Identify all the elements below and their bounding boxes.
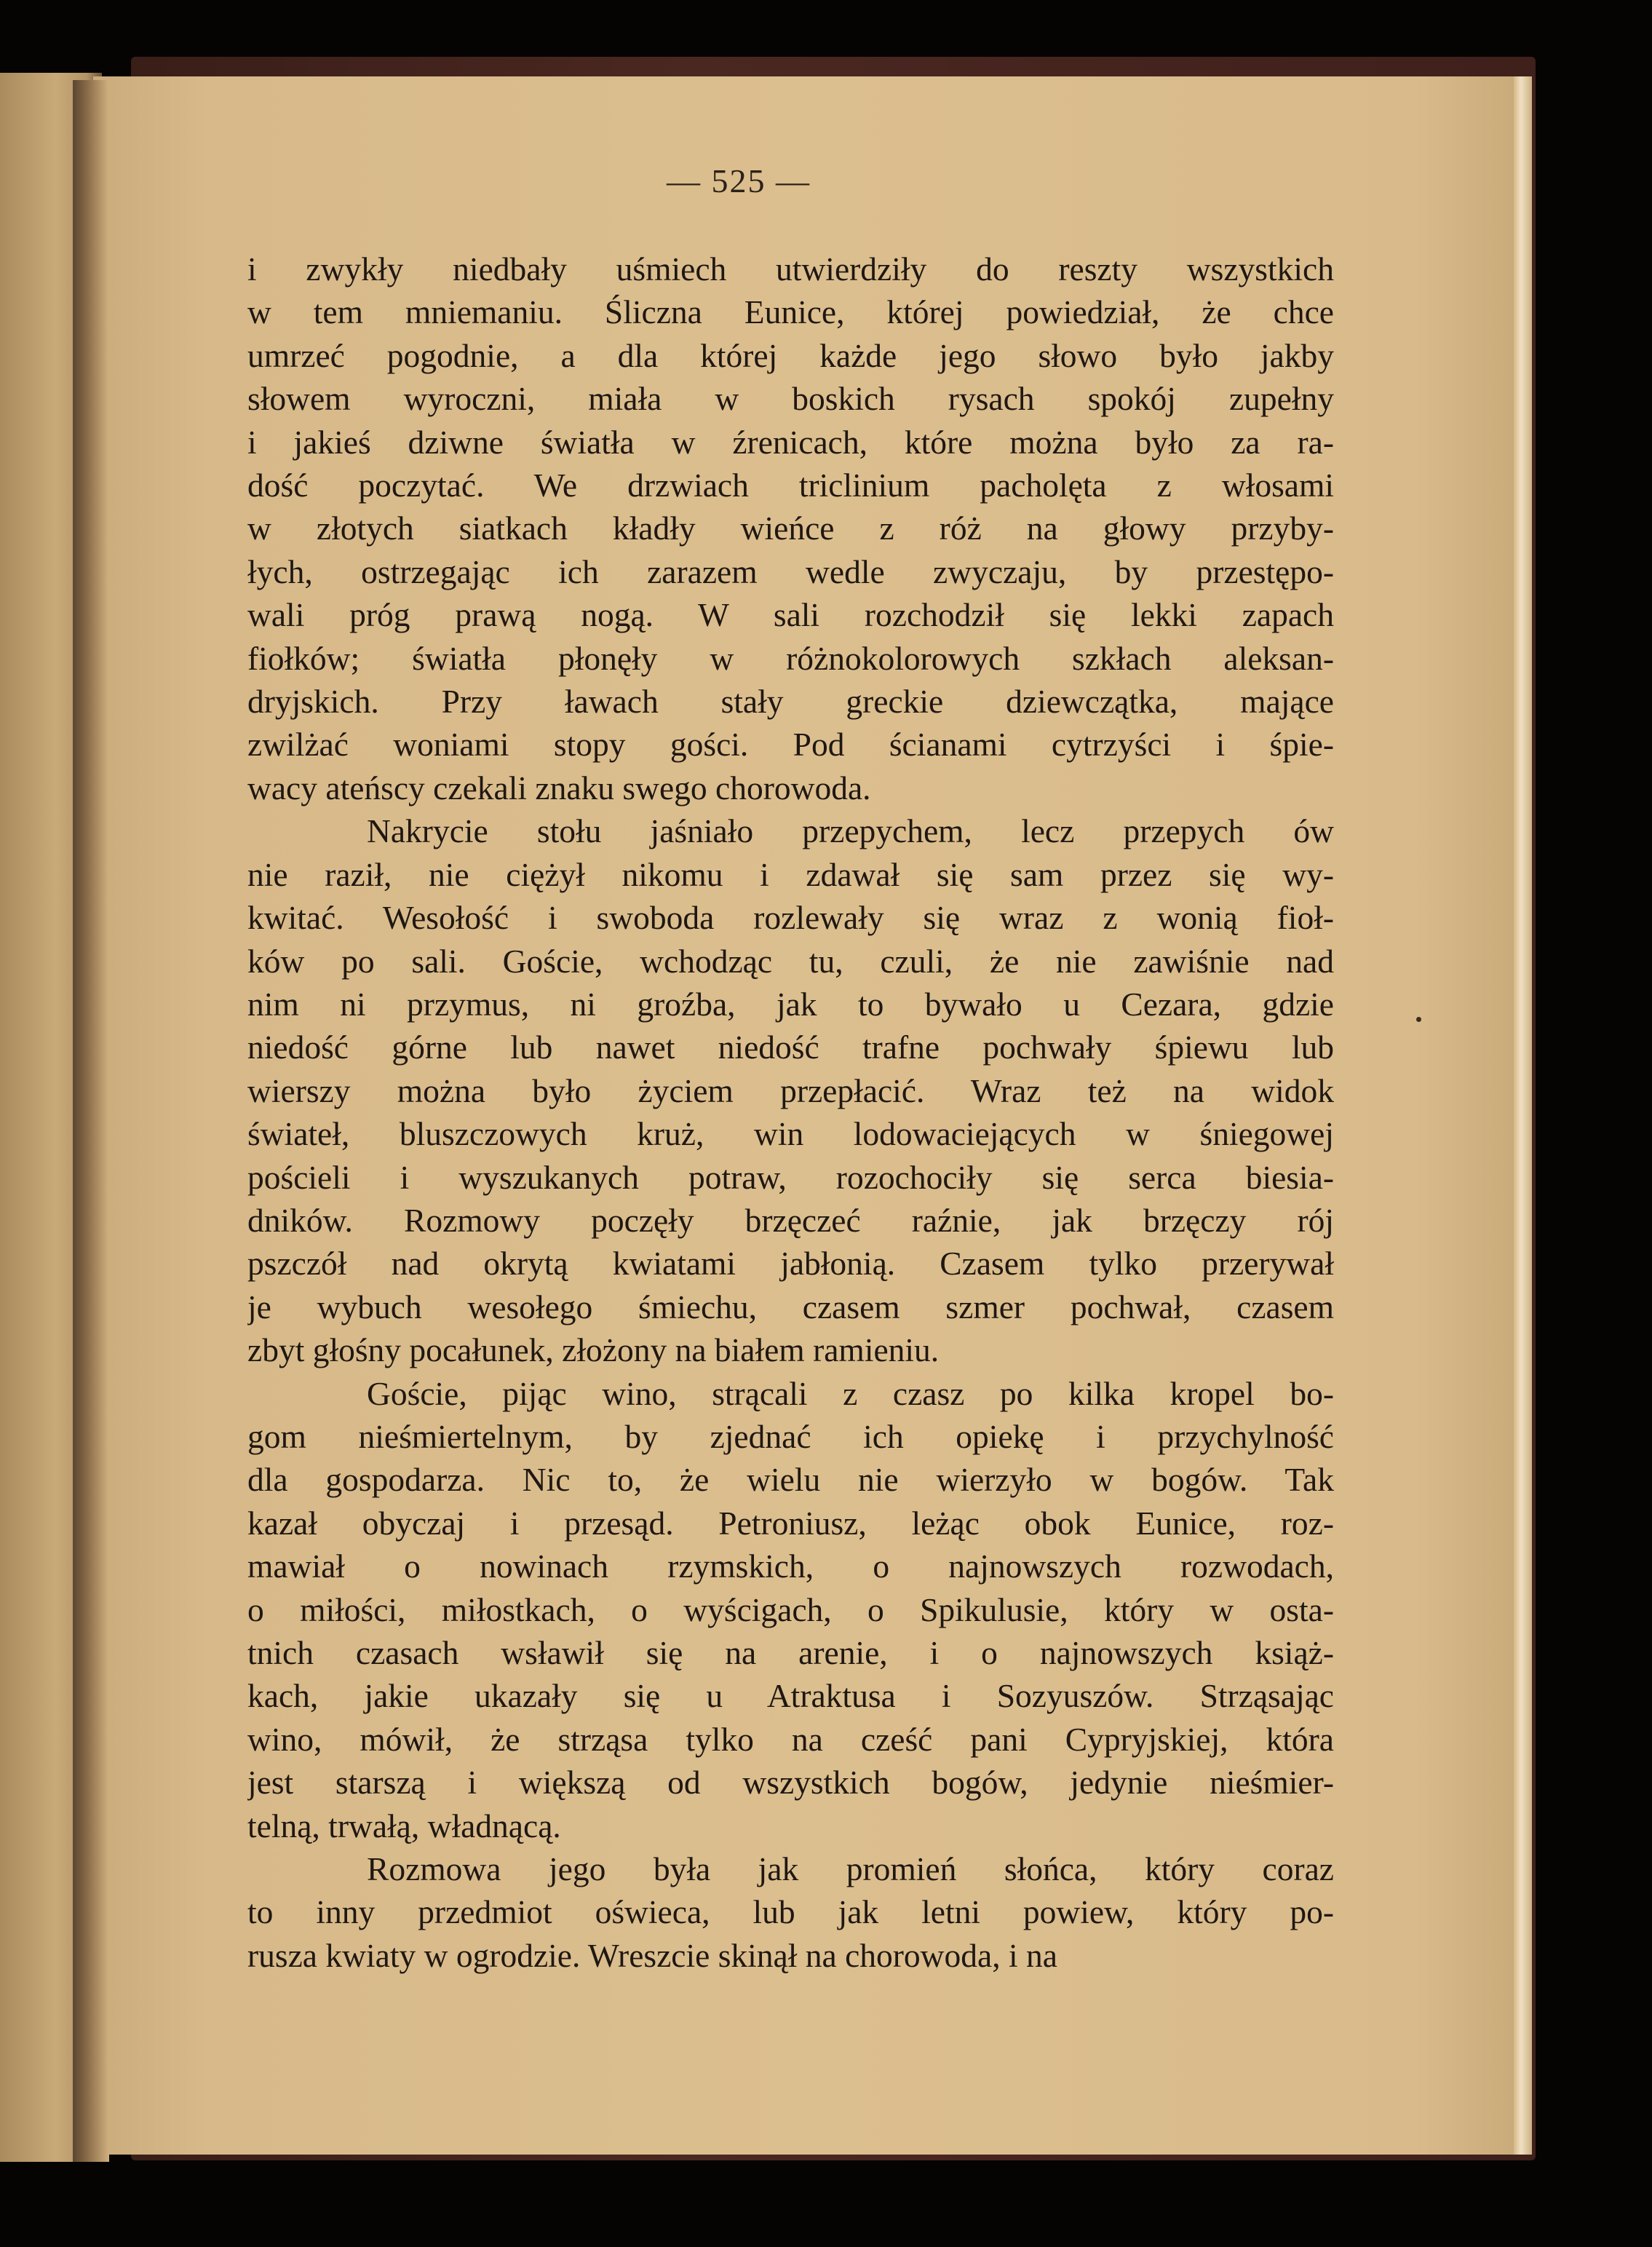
text-line: łych, ostrzegając ich zarazem wedle zwyczaju, by przestępo-	[247, 552, 1334, 590]
text-line: wali próg prawą nogą. W sali rozchodził się lekki zapach	[247, 596, 1334, 634]
text-line: zwilżać woniami stopy gości. Pod ścianami cytrzyści i śpie-	[247, 726, 1334, 764]
text-line: telną, trwałą, władnącą.	[247, 1807, 561, 1844]
text-line: wierszy można było życiem przepłacić. Wraz też na widok	[247, 1071, 1334, 1109]
ink-speck	[1416, 1017, 1421, 1022]
text-line: umrzeć pogodnie, a dla której każde jego słowo było jakby	[247, 336, 1334, 374]
text-line: je wybuch wesołego śmiechu, czasem szmer pochwał, czasem	[247, 1288, 1334, 1325]
text-line: dników. Rozmowy poczęły brzęczeć raźnie, jak brzęczy rój	[247, 1201, 1334, 1239]
paragraph	[247, 1847, 1334, 1977]
text-line: nie raził, nie ciężył nikomu i zdawał się sam przez się wy-	[247, 855, 1334, 893]
text-line: kach, jakie ukazały się u Atraktusa i Sozyuszów. Strząsając	[247, 1677, 1334, 1715]
text-line: kwitać. Wesołość i swoboda rozlewały się wraz z wonią fioł-	[247, 899, 1334, 937]
paragraph	[247, 247, 1334, 809]
text-line: pszczół nad okrytą kwiatami jabłonią. Czasem tylko przerywał	[247, 1245, 1334, 1283]
text-line: tnich czasach wsławił się na arenie, i o najnowszych książ-	[247, 1634, 1334, 1671]
text-line: i zwykły niedbały uśmiech utwierdziły do reszty wszystkich	[247, 250, 1334, 288]
book-gutter	[73, 80, 109, 2162]
text-line: słowem wyroczni, miała w boskich rysach spokój zupełny	[247, 380, 1334, 418]
text-line: wino, mówił, że strząsa tylko na cześć pani Cypryjskiej, która	[247, 1720, 1334, 1758]
text-line: jest starszą i większą od wszystkich bogów, jedynie nieśmier-	[247, 1764, 1334, 1802]
text-line: Rozmowa jego była jak promień słońca, który coraz	[367, 1850, 1334, 1888]
text-line: wacy ateńscy czekali znaku swego chorowoda.	[247, 769, 871, 807]
text-line: dryjskich. Przy ławach stały greckie dziewczątka, mające	[247, 683, 1334, 721]
text-line: dla gospodarza. Nic to, że wielu nie wierzyło w bogów. Tak	[247, 1461, 1334, 1499]
text-line: zbyt głośny pocałunek, złożony na białem ramieniu.	[247, 1331, 940, 1369]
text-line: pościeli i wyszukanych potraw, rozochociły się serca biesia-	[247, 1158, 1334, 1196]
text-line: w tem mniemaniu. Śliczna Eunice, której powiedział, że chce	[247, 293, 1334, 331]
text-line: kazał obyczaj i przesąd. Petroniusz, leżąc obok Eunice, roz-	[247, 1504, 1334, 1542]
page-number: — 525 —	[667, 162, 811, 199]
text-line: gom nieśmiertelnym, by zjednać ich opiekę i przychylność	[247, 1417, 1334, 1455]
text-line: mawiał o nowinach rzymskich, o najnowszych rozwodach,	[247, 1547, 1334, 1585]
text-line: fiołków; światła płonęły w różnokolorowych szkłach aleksan-	[247, 639, 1334, 677]
text-line: rusza kwiaty w ogrodzie. Wreszcie skinął na chorowoda, i na	[247, 1936, 1057, 1974]
text-line: Nakrycie stołu jaśniało przepychem, lecz przepych ów	[367, 812, 1334, 850]
text-line: Goście, pijąc wino, strącali z czasz po kilka kropel bo-	[367, 1374, 1334, 1412]
text-line: niedość górne lub nawet niedość trafne pochwały śpiewu lub	[247, 1029, 1334, 1066]
text-line: dość poczytać. We drzwiach triclinium pacholęta z włosami	[247, 467, 1334, 504]
paragraph	[247, 1372, 1334, 1847]
text-line: ków po sali. Goście, wchodząc tu, czuli, że nie zawiśnie nad	[247, 942, 1334, 980]
text-line: świateł, bluszczowych kruż, win lodowaciejących w śniegowej	[247, 1115, 1334, 1153]
text-line: i jakieś dziwne światła w źrenicach, które można było za ra-	[247, 423, 1334, 461]
page-edge	[1514, 76, 1532, 2155]
text-line: nim ni przymus, ni groźba, jak to bywało u Cezara, gdzie	[247, 985, 1334, 1023]
body-text	[247, 247, 1334, 2009]
text-line: to inny przedmiot oświeca, lub jak letni powiew, który po-	[247, 1893, 1334, 1931]
paragraph	[247, 809, 1334, 1371]
text-line: o miłości, miłostkach, o wyścigach, o Spikulusie, który w osta-	[247, 1590, 1334, 1628]
text-line: w złotych siatkach kładły wieńce z róż na głowy przyby-	[247, 510, 1334, 547]
